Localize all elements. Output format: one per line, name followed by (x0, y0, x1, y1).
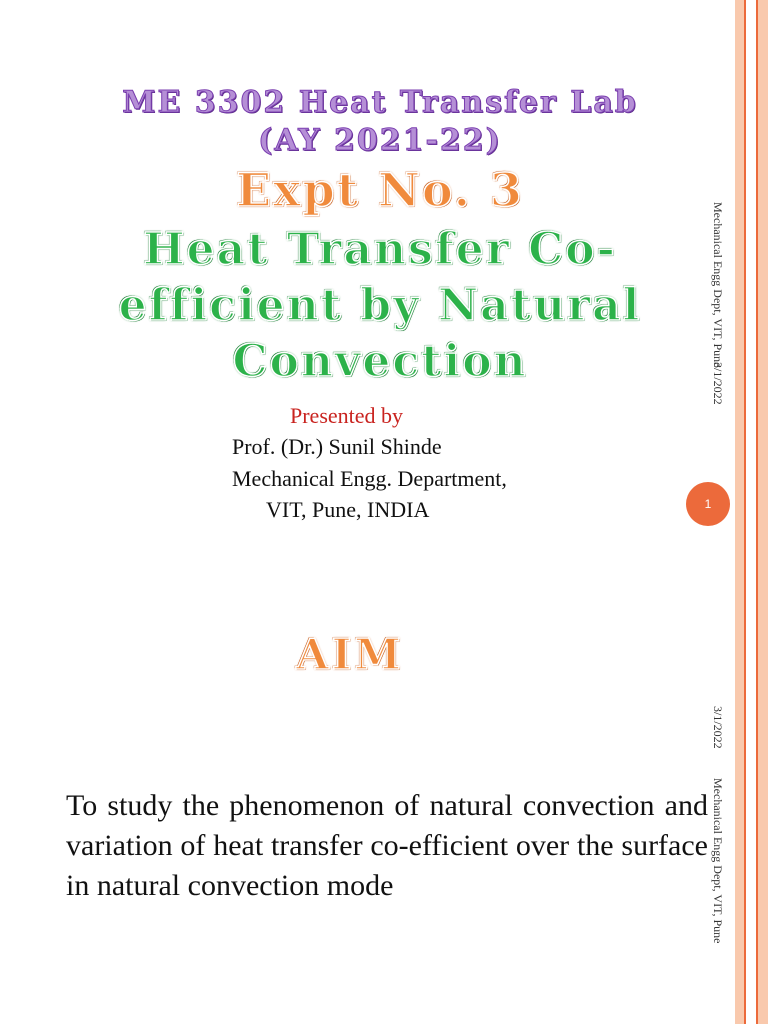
experiment-title-line-1: Heat Transfer Co- (143, 224, 617, 275)
side-stripe-inner-decoration (744, 0, 758, 1024)
page-number-badge: 1 (686, 482, 730, 526)
experiment-title-line-2: efficient by Natural (118, 280, 642, 331)
slide2-footer-date: 3/1/2022 (711, 706, 725, 749)
slide2-footer-department: Mechanical Engg Dept, VIT, Pune (711, 778, 725, 944)
course-title-line-1: ME 3302 Heat Transfer Lab (122, 85, 638, 120)
experiment-number: Expt No. 3 (236, 163, 524, 217)
course-title-line-2: (AY 2021-22) (258, 123, 502, 158)
experiment-title (40, 222, 720, 390)
experiment-title-line-3: Convection (232, 336, 528, 387)
presenter-department: Mechanical Engg. Department, (232, 466, 507, 491)
slide1-footer-date: 3/1/2022 (711, 362, 725, 405)
presented-by-label: Presented by (290, 403, 404, 428)
course-title (40, 84, 720, 160)
presenter-institute: VIT, Pune, INDIA (266, 497, 430, 522)
aim-text: To study the phenomenon of natural convection and variation of heat transfer co-efficient over the surface in natural convection mode (66, 789, 708, 902)
slide1-footer-department: Mechanical Engg Dept, VIT, Pune (711, 202, 725, 368)
aim-heading: AIM (296, 630, 404, 679)
presenter-name: Prof. (Dr.) Sunil Shinde (232, 434, 442, 459)
